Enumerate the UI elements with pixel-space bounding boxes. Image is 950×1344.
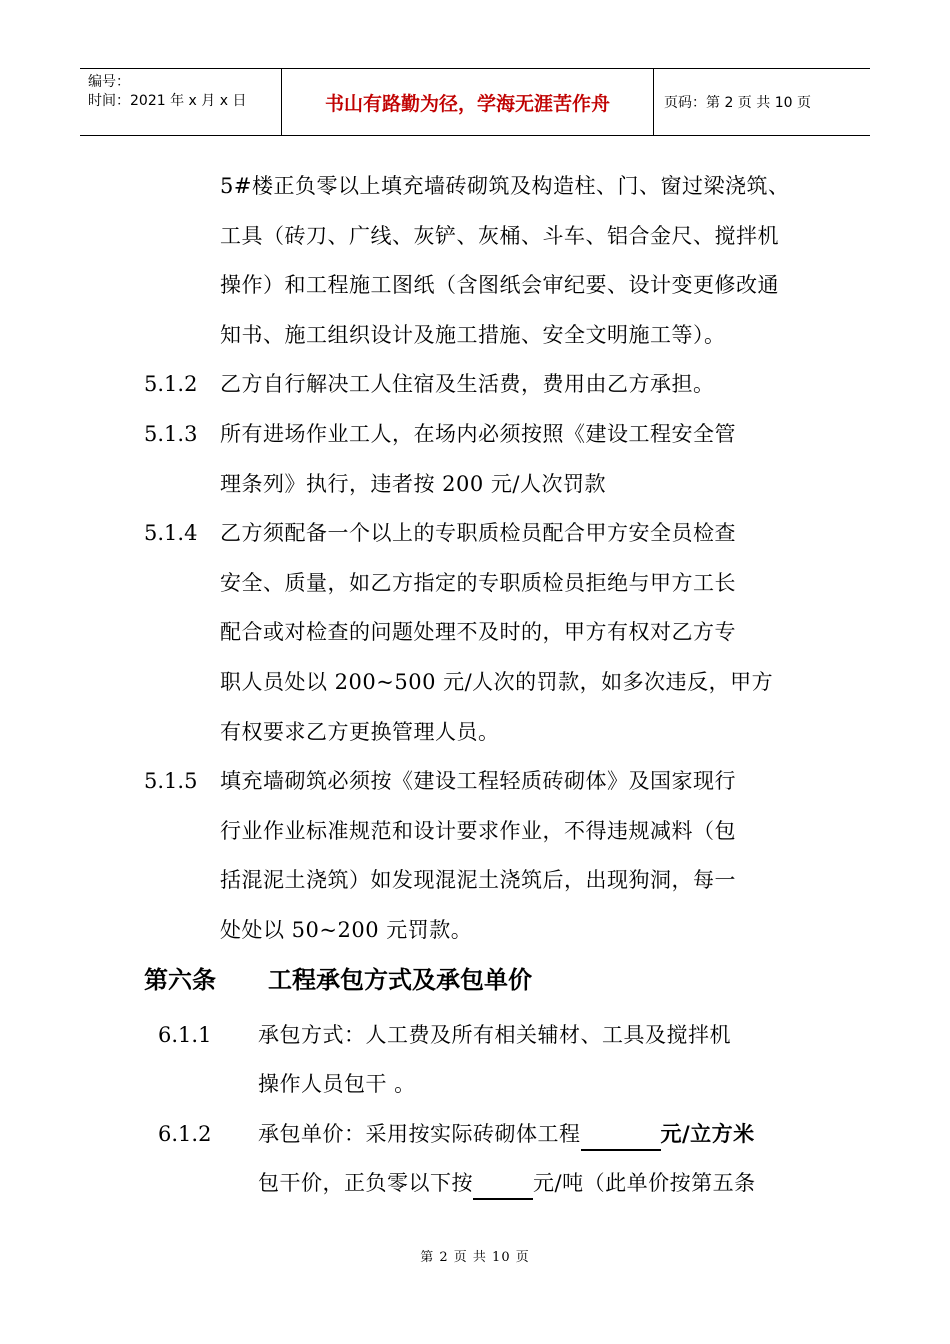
clause-line: 乙方自行解决工人住宿及生活费，费用由乙方承担。	[220, 372, 715, 397]
intro-line: 工具（砖刀、广线、灰铲、灰桶、斗车、铝合金尺、搅拌机	[220, 223, 779, 248]
clause-line: 乙方须配备一个以上的专职质检员配合甲方安全员检查	[220, 521, 736, 546]
header-page-number: 页码：第 2 页 共 10 页	[664, 95, 811, 111]
header-motto: 书山有路勤为径，学海无涯苦作舟	[282, 69, 654, 135]
clause-line: 安全、质量，如乙方指定的专职质检员拒绝与甲方工长	[220, 570, 736, 595]
intro-line: 5#楼正负零以上填充墙砖砌筑及构造柱、门、窗过梁浇筑、	[220, 174, 790, 198]
article-title: 工程承包方式及承包单价	[268, 965, 532, 994]
clause-number: 6.1.2	[158, 1121, 212, 1146]
clause-number: 5.1.3	[144, 422, 198, 446]
clause-number: 6.1.1	[158, 1022, 212, 1047]
clause-line	[258, 1119, 755, 1151]
clause-line: 配合或对检查的问题处理不及时的，甲方有权对乙方专	[220, 620, 736, 645]
clause-line: 理条列》执行，违者按 200 元/人次罚款	[220, 471, 607, 496]
clause-text: 元/吨（此单价按第五条	[533, 1171, 756, 1196]
blank-underline[interactable]	[473, 1168, 533, 1200]
clause-line: 括混泥土浇筑）如发现混泥土浇筑后，出现狗洞，每一	[220, 868, 736, 893]
clause-line: 处处以 50~200 元罚款。	[220, 918, 473, 942]
page-footer: 第 2 页 共 10 页	[420, 1250, 530, 1265]
unit-text: 元/立方米	[660, 1120, 755, 1146]
clause-text: 承包单价：采用按实际砖砌体工程	[258, 1121, 581, 1146]
intro-line: 操作）和工程施工图纸（含图纸会审纪要、设计变更修改通	[220, 273, 779, 298]
intro-line: 知书、施工组织设计及施工措施、安全文明施工等）。	[220, 322, 726, 347]
document-number: 编号：	[88, 74, 130, 90]
clause-number: 5.1.4	[144, 521, 198, 546]
article-number: 第六条	[144, 965, 216, 994]
clause-line: 填充墙砌筑必须按《建设工程轻质砖砌体》及国家现行	[220, 769, 736, 794]
clause-line: 承包方式：人工费及所有相关辅材、工具及搅拌机	[258, 1022, 731, 1047]
clause-line: 有权要求乙方更换管理人员。	[220, 719, 500, 744]
blank-underline[interactable]	[581, 1119, 661, 1151]
clause-line: 职人员处以 200~500 元/人次的罚款，如多次违反，甲方	[220, 670, 774, 694]
clause-line	[258, 1168, 756, 1200]
clause-number: 5.1.2	[144, 372, 198, 397]
clause-line: 行业作业标准规范和设计要求作业，不得违规减料（包	[220, 818, 736, 843]
header-meta	[80, 69, 282, 135]
clause-line: 操作人员包干 。	[258, 1072, 416, 1097]
document-time: 时间：2021 年 x 月 x 日	[88, 93, 247, 109]
clause-line: 所有进场作业工人，在场内必须按照《建设工程安全管	[220, 422, 736, 446]
page-header	[80, 68, 870, 136]
clause-text: 包干价，正负零以下按	[258, 1171, 473, 1196]
clause-number: 5.1.5	[144, 769, 198, 794]
